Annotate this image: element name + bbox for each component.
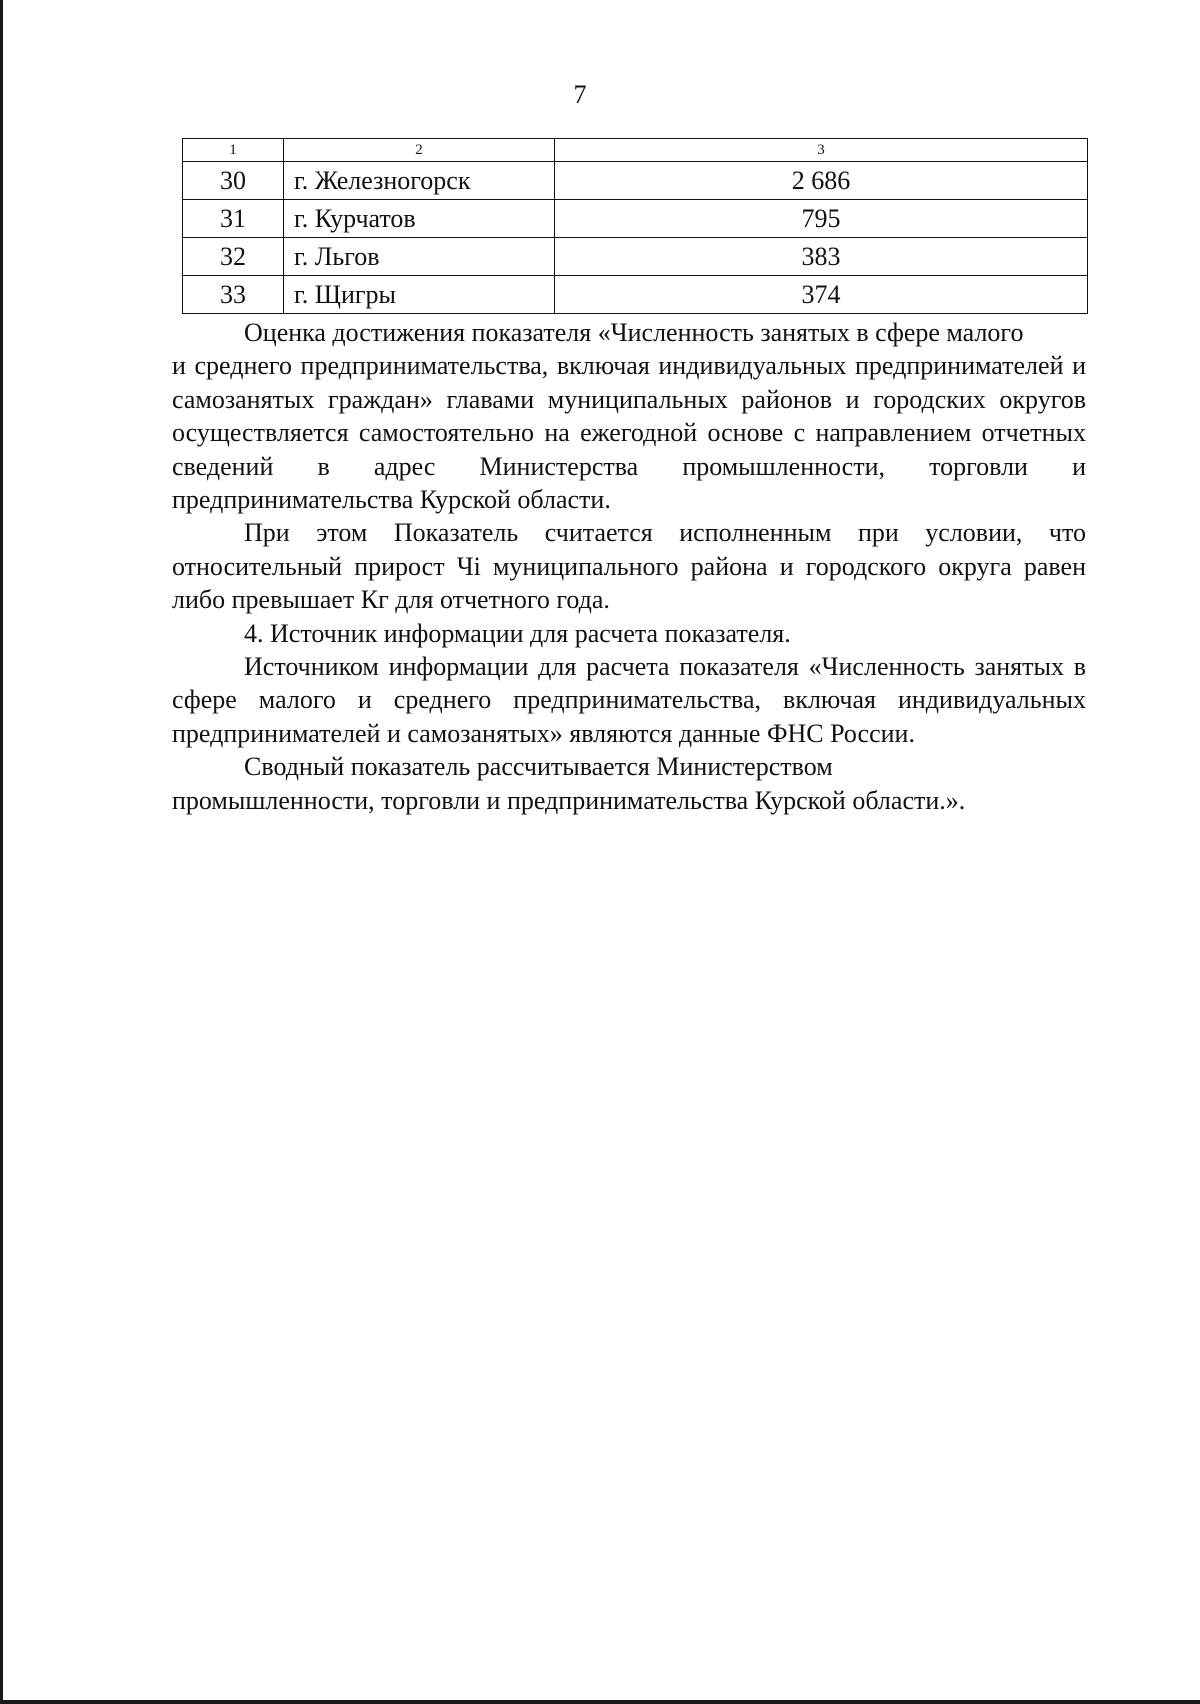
table-header-row xyxy=(183,139,1088,162)
table-header-cell: 3 xyxy=(555,139,1088,162)
paragraph-2: При этом Показатель считается исполненным при условии, что относительный прирост Чi муниципального района и городского округа равен либо превышает Кг для отчетного года. xyxy=(172,518,1086,615)
table-cell-value: 374 xyxy=(555,276,1088,314)
data-table xyxy=(182,138,1088,314)
table-cell-num: 32 xyxy=(183,238,284,276)
table-cell-num: 33 xyxy=(183,276,284,314)
table-cell-name: г. Льгов xyxy=(284,238,555,276)
paragraph-1: и среднего предпринимательства, включая индивидуальных предпринимателей и самозанятых граждан» главами муниципальных районов и городских округов осуществляется самостоятельно на ежегодной основе с направлением отчетных сведений в адрес Министерства промышленности, торговли и предпринимательства Курской области. xyxy=(172,351,1086,515)
scan-border-bottom xyxy=(0,1700,1200,1704)
table-row xyxy=(183,276,1088,314)
table-cell-value: 383 xyxy=(555,238,1088,276)
table-cell-num: 31 xyxy=(183,200,284,238)
table-cell-name: г. Щигры xyxy=(284,276,555,314)
scan-border-left xyxy=(0,0,3,1704)
table-cell-name: г. Курчатов xyxy=(284,200,555,238)
table-row xyxy=(183,200,1088,238)
paragraph-4-last-line: промышленности, торговли и предпринимательства Курской области.». xyxy=(172,785,966,815)
table-row xyxy=(183,162,1088,200)
section-4-heading: 4. Источник информации для расчета показателя. xyxy=(244,618,791,648)
table-header-cell: 2 xyxy=(284,139,555,162)
document-body xyxy=(172,316,1086,817)
paragraph-4-first-line: Сводный показатель рассчитывается Министерством xyxy=(244,752,833,782)
table-cell-num: 30 xyxy=(183,162,284,200)
page-number: 7 xyxy=(573,80,587,109)
table-cell-value: 2 686 xyxy=(555,162,1088,200)
table-header-cell: 1 xyxy=(183,139,284,162)
paragraph-3: Источником информации для расчета показателя «Численность занятых в сфере малого и среднего предпринимательства, включая индивидуальных предпринимателей и самозанятых» являются данные ФНС России. xyxy=(172,652,1086,748)
paragraph-1-first-line: Оценка достижения показателя «Численность занятых в сфере малого xyxy=(244,318,1024,347)
table-row xyxy=(183,238,1088,276)
table-cell-name: г. Железногорск xyxy=(284,162,555,200)
table-cell-value: 795 xyxy=(555,200,1088,238)
